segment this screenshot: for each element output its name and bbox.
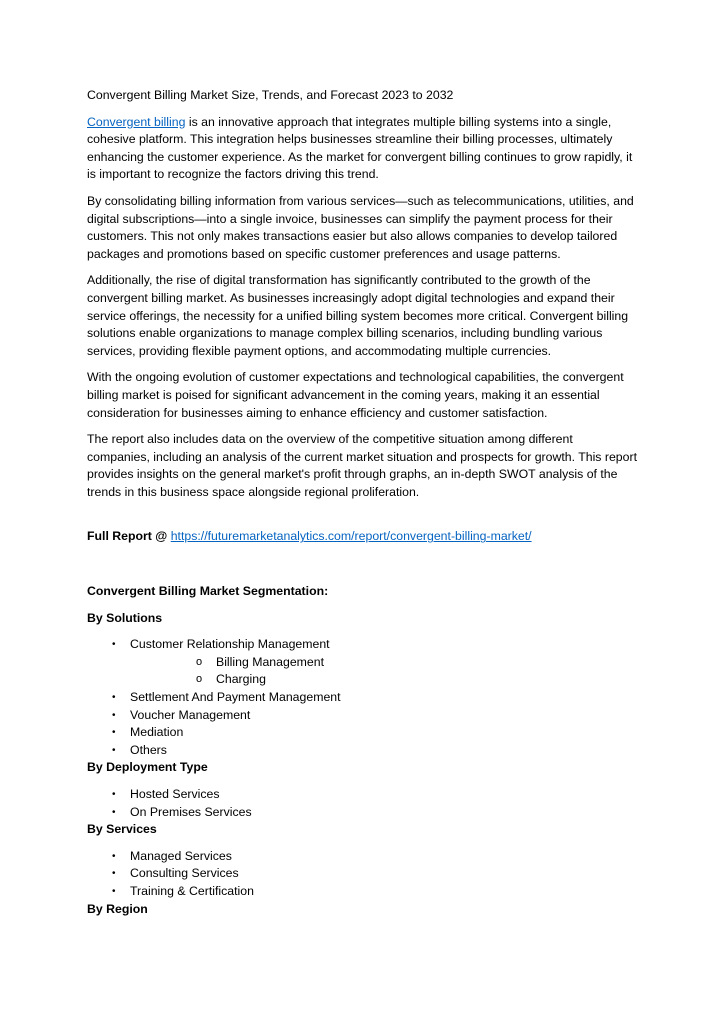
- list-item: • Training & Certification: [87, 883, 637, 901]
- bullet-icon: •: [112, 885, 116, 897]
- list-item: • On Premises Services: [87, 804, 637, 822]
- by-region-heading: By Region: [87, 901, 148, 916]
- nested-list-container: [87, 654, 637, 689]
- circle-bullet-icon: o: [196, 655, 203, 668]
- convergent-billing-link[interactable]: Convergent billing: [87, 114, 186, 129]
- segmentation-title: Convergent Billing Market Segmentation:: [87, 584, 329, 599]
- paragraph-evolution: With the ongoing evolution of customer expectations and technological capabilities, the convergent billing market is poised for significant advancement in the coming years, making it an essential consideration for businesses aiming to enhance efficiency and customer satisfaction.: [87, 370, 624, 420]
- intro-paragraph: [87, 114, 637, 184]
- list-item: • Consulting Services: [87, 865, 637, 883]
- by-solutions-heading: By Solutions: [87, 610, 163, 625]
- bullet-icon: •: [112, 692, 116, 704]
- list-item: • Managed Services: [87, 848, 637, 866]
- solutions-list: [87, 636, 637, 759]
- by-services-heading: By Services: [87, 822, 157, 837]
- paragraph-digital-transformation: Additionally, the rise of digital transformation has significantly contributed to the growth of the convergent billing market. As businesses increasingly adopt digital technologies and expand their service offerings, the necessity for a unified billing system becomes more critical. Convergent billing solutions enable organizations to manage complex billing scenarios, including bundling various services, providing flexible payment options, and accommodating multiple currencies.: [87, 273, 629, 358]
- bullet-icon: •: [112, 709, 116, 721]
- bullet-icon: •: [112, 744, 116, 756]
- full-report-line: [87, 528, 637, 546]
- bullet-icon: •: [112, 789, 116, 800]
- list-item: • Customer Relationship Management: [87, 636, 637, 654]
- by-deployment-heading: By Deployment Type: [87, 760, 208, 775]
- intro-text: is an innovative approach that integrates multiple billing systems into a single, cohesive platform. This integration helps businesses streamline their billing processes, ultimately enhancing the customer experience. As the market for convergent billing continues to grow rapidly, it is important to recognize the factors driving this trend.: [87, 114, 633, 182]
- bullet-icon: •: [112, 868, 116, 880]
- paragraph-consolidating: By consolidating billing information from various services—such as telecommunications, utilities, and digital subscriptions—into a single invoice, businesses can simplify the payment process for their customers. This not only makes transactions easier but also allows companies to develop tailored packages and promotions based on specific customer preferences and usage patterns.: [87, 193, 634, 261]
- list-item: • Settlement And Payment Management: [87, 689, 637, 707]
- services-list: [87, 848, 637, 901]
- bullet-icon: •: [112, 850, 116, 862]
- list-item: • Others: [87, 742, 637, 760]
- list-item: • Mediation: [87, 724, 637, 742]
- circle-bullet-icon: o: [196, 673, 203, 686]
- document-title: Convergent Billing Market Size, Trends, and Forecast 2023 to 2032: [87, 88, 454, 102]
- solutions-sublist: [130, 654, 637, 689]
- list-item: • Voucher Management: [87, 707, 637, 725]
- bullet-icon: •: [112, 639, 116, 651]
- full-report-link[interactable]: https://futuremarketanalytics.com/report/convergent-billing-market/: [170, 529, 532, 544]
- sub-list-item: o Billing Management: [130, 654, 637, 672]
- bullet-icon: •: [112, 806, 116, 818]
- document-body: [87, 87, 637, 918]
- full-report-label: Full Report @: [87, 529, 171, 544]
- deployment-list: [87, 786, 637, 821]
- paragraph-report-overview: The report also includes data on the overview of the competitive situation among different companies, including an analysis of the current market situation and prospects for growth. This report provides insights on the general market's profit through graphs, an in-depth SWOT analysis of the trends in this business space alongside regional proliferation.: [87, 432, 637, 499]
- bullet-icon: •: [112, 727, 116, 739]
- list-item: • Hosted Services: [87, 786, 637, 804]
- sub-list-item: o Charging: [130, 671, 637, 689]
